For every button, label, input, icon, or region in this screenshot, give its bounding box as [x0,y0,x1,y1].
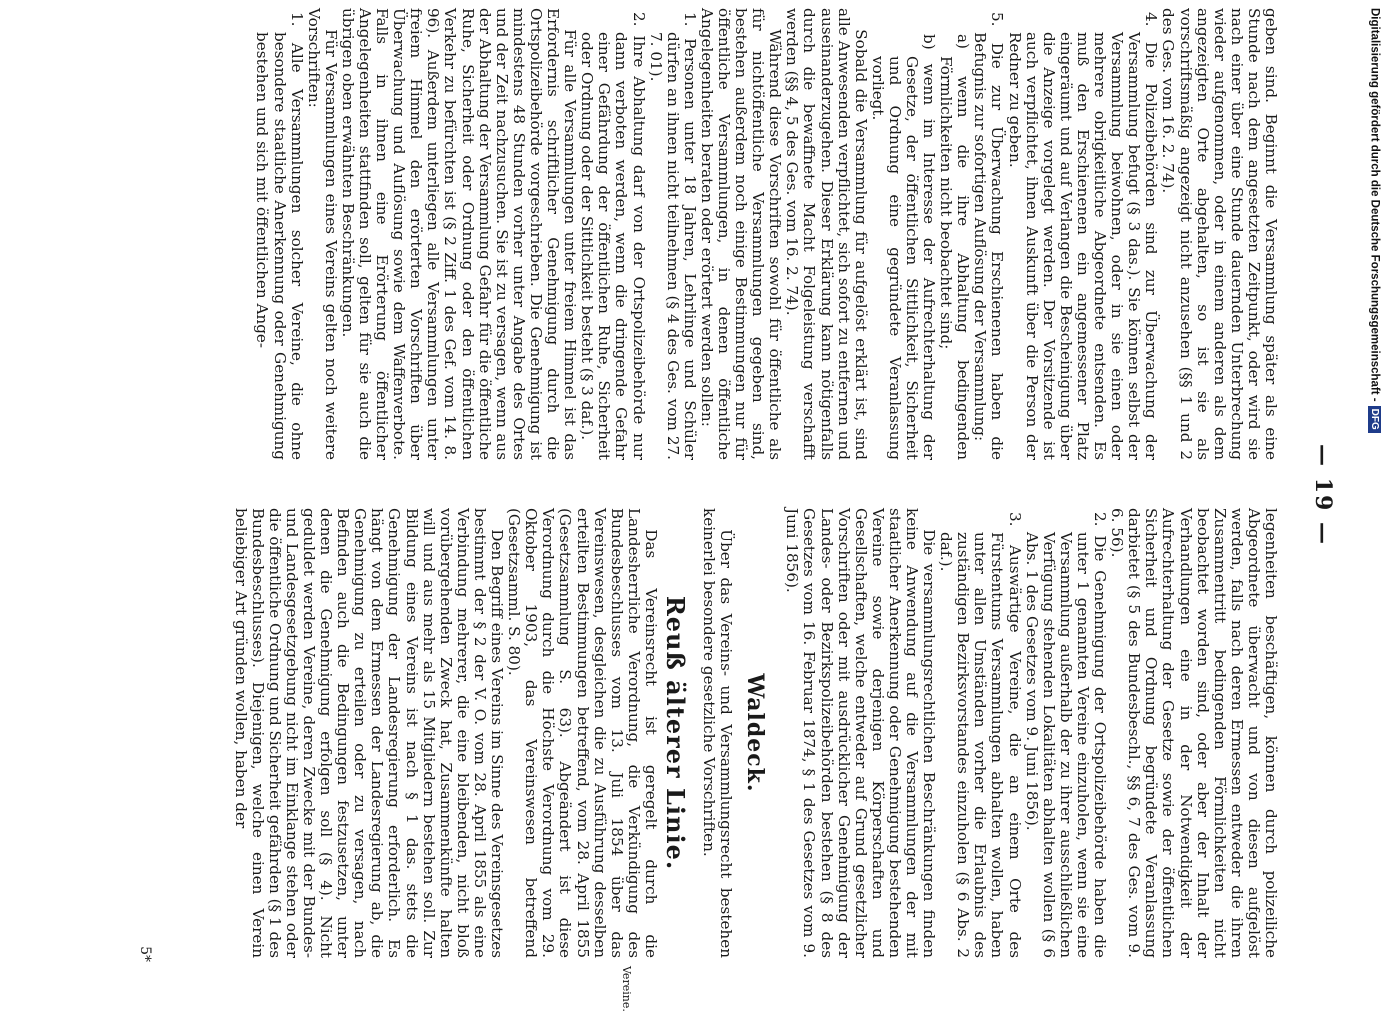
digitization-credit-text: Digitalisierung gefördert durch die Deutsche Forschungsgemeinschaft - [1368,8,1381,402]
section-heading-reuss: Reuß älterer Linie. [661,595,690,871]
numbered-item: 5. Die zur Überwachung Erschienenen haben die Befugnis zur sofortigen Auflösung der Versammlung: [971,12,1007,460]
digitization-credit-bar [1355,0,1381,1000]
section-heading-waldeck: Waldeck. [742,673,769,793]
sub-item: a) wenn die ihre Abhaltung bedingenden Förmlichkeiten nicht beobachtet sind; [937,34,973,460]
numbered-item: 2. Die Genehmigung der Ortspolizeibehörde haben die unter 1 genannten Vereine einzuholen, wenn sie eine Versammlung außerhalb der zu ihrer ausschließlichen Verfügung stehenden Lokalitäten abhalten wollen (§ 6 Abs. 1 des Gesetzes vom 9. Juni 1856). [1022,512,1110,958]
left-column [253,8,1279,460]
paragraph: Für alle Versammlungen unter freiem Himmel ist das Erfordernis schriftlicher Genehmigung durch die Ortspolizeibehörde vorgeschrieben. Die Genehmigung ist mindestens 48 Stunden vorher unter Angabe des Ortes und der Zeit nachzusuchen. Sie ist zu versagen, wenn aus der Abhaltung der Versammlung Gefahr für die öffentliche Ruhe, Sicherheit oder Ordnung oder den öffentlichen Verkehr zu befürchten ist (§ 2 Ziff. 1 des Gef. vom 14. 8. 96). Außerdem unterliegen alle Versammlungen unter freiem Himmel den erörterten Vorschriften über Überwachung und Auflösung sowie dem Waffenverbote. Falls in ihnen eine Erörterung öffentlicher Angelegenheiten stattfinden soll, gelten für sie auch die übrigen oben erwähnten Beschränkungen. [338,8,580,460]
paragraph: Für Versammlungen eines Vereins gelten noch weitere Vorschriften: [304,8,340,460]
paragraph: Während diese Vorschriften sowohl für öffentliche als für nichtöffentliche Versammlungen gegeben sind, bestehen außerdem noch einige Bestimmungen nur für öffentliche Versammlungen, in denen öffentliche Angelegenheiten beraten oder erörtert werden sollen: [697,8,785,460]
paragraph: geben sind. Beginnt die Versammlung später als eine Stunde nach dem angesetzten Zeitpunkt, oder wird sie nach einer über eine Stunde dauernden Unterbrechung wieder aufgenommen, oder in einem anderen als dem angezeigten Orte abgehalten, so ist sie als vorschriftsmäßig angezeigt nicht anzusehen (§§ 1 und 2 des Ges. vom 16. 2. 74). [1159,8,1280,460]
paragraph: Sobald die Versammlung für aufgelöst erklärt ist, sind alle Anwesenden verpflichtet, sich sofort zu entfernen und auseinanderzugehen. Dieser Erklärung kann nötigenfalls durch die bewaffnete Macht Folgeleistung verschafft werden (§§ 4, 5 des Ges. vom 16. 2. 74). [783,8,870,460]
paragraph: Den Begriff eines Vereins im Sinne des Vereinsgesetzes bestimmt der § 2 der V. O. vom 28. April 1855 als eine Verbindung mehrerer, die eine bleibenden, nicht bloß vorübergehenden Zweck hat, Zusammenkünfte halten will und aus mehr als 15 Mitgliedern bestehen soll. Zur Bildung eines Vereins ist nach § 1 das. stets die Genehmigung der Landesregierung erforderlich. Es hängt von dem Ermessen der Landesregierung ab, die Genehmigung zu erteilen oder zu versagen, nach Befinden auch die Bedingungen festzusetzen, unter denen die Genehmigung erfolgen soll (§ 4). Nicht geduldet werden Vereine, deren Zwecke mit der Bundes- und Landesgesetzgebung nicht im Einklange stehen oder die öffentliche Ordnung und Sicherheit gefährden (§ 1 des Bundesbeschlusses). Diejenigen, welche einen Verein beliebiger Art gründen wollen, haben der [231,508,507,958]
paragraph: Über das Vereins- und Versammlungsrecht bestehen keinerlei besondere gesetzliche Vorschriften. [700,508,736,958]
sub-item: b) wenn im Interesse der Aufrechterhaltung der Gesetze, der öffentlichen Sittlichkeit, Sicherheit und Ordnung eine gegründete Veranlassung vorliegt. [868,34,939,460]
paragraph: Die versammlungsrechtlichen Beschränkungen finden keine Anwendung auf die Versammlungen der mit staatlicher Anerkennung oder Genehmigung bestehenden Vereine sowie derjenigen Körperschaften und Gesellschaften, welche entweder auf Grund gesetzlicher Vorschriften oder mit ausdrücklicher Genehmigung der Landes- oder Bezirkspolizeibehörden bestehen (§ 8 des Gesetzes vom 16. Februar 1874, § 1 des Gesetzes vom 9. Juni 1856). [783,508,939,958]
document-page [8,0,1383,1012]
signature-mark: 5* [137,946,153,962]
dfg-logo: DFG [1368,406,1381,433]
paragraph: Das Vereinsrecht ist geregelt durch die Landesherrliche Verordnung, die Verkündigung des Bundesbeschlusses vom 13. Juli 1854 über das Vereinswesen, desgleichen die zu Ausführung desselben erteilten Bestimmungen betreffend, vom 28. April 1855 (Gesetzsammlung S. 63). Abgeändert ist diese Verordnung durch die Höchste Verordnung vom 29. Oktober 1903, das Vereinswesen betreffend (Gesetzsamml. S. 80). [505,508,660,958]
right-column [232,508,1279,958]
numbered-item: 3. Auswärtige Vereine, die an einem Orte des Fürstentums Versammlungen abhalten wollen, haben unter allen Umständen vorher die Erlaubnis des zuständigen Bezirksvorstandes einzuholen (§ 6 Abs. 2 daf.). [937,512,1024,958]
numbered-item: 4. Die Polizeibehörden sind zur Überwachung der Versammlung befugt (§ 3 das.). Sie können selbst der Versammlung beiwohnen, oder in sie einen oder mehrere obrigkeitliche Abgeordnete entsenden. Es muß den Erschienenen ein angemessener Platz eingeräumt und auf Verlangen die Bescheinigung über die Anzeige vorgelegt werden. Der Vorsitzende ist auch verpflichtet, ihnen Auskunft über die Person der Redner zu geben. [1005,12,1161,460]
rotated-page-wrapper [8,0,1383,1012]
paragraph: legenheiten beschäftigen, können durch polizeiliche Abgeordnete überwacht und von diesen aufgelöst werden, falls nach deren Ermessen entweder die ihren Zusammentritt bedingenden Förmlichkeiten nicht beobachtet worden sind, oder aber der Inhalt der Verhandlungen eine in der Notwendigkeit der Aufrechterhaltung der Gesetze sowie der öffentlichen Sicherheit und Ordnung begründete Veranlassung darbietet (§ 5 des Bundesbeschl., §§ 6, 7 des Ges. vom 9. 6. 56). [1108,508,1280,958]
numbered-item: 1. Alle Versammlungen solcher Vereine, die ohne besondere staatliche Anerkennung oder Genehmigung bestehen und sich mit öffentlichen Ange- [253,12,306,460]
page-number: — 19 — [1310,444,1336,546]
numbered-item: 2. Ihre Abhaltung darf von der Ortspolizeibehörde nur dann verboten werden, wenn die dringende Gefahr einer Gefährdung der öffentlichen Ruhe, Sicherheit oder Ordnung oder der Sittlichkeit besteht (§ 3 daf.). [578,12,648,460]
digitization-credit [1368,8,1381,838]
margin-note-vereine: Vereine. [620,966,633,1012]
numbered-item: 1. Personen unter 18 Jahren, Lehrlinge und Schüler dürfen an ihnen nicht teilnehmen (§ 4 des Ges. vom 27. 7. 01). [646,12,699,460]
